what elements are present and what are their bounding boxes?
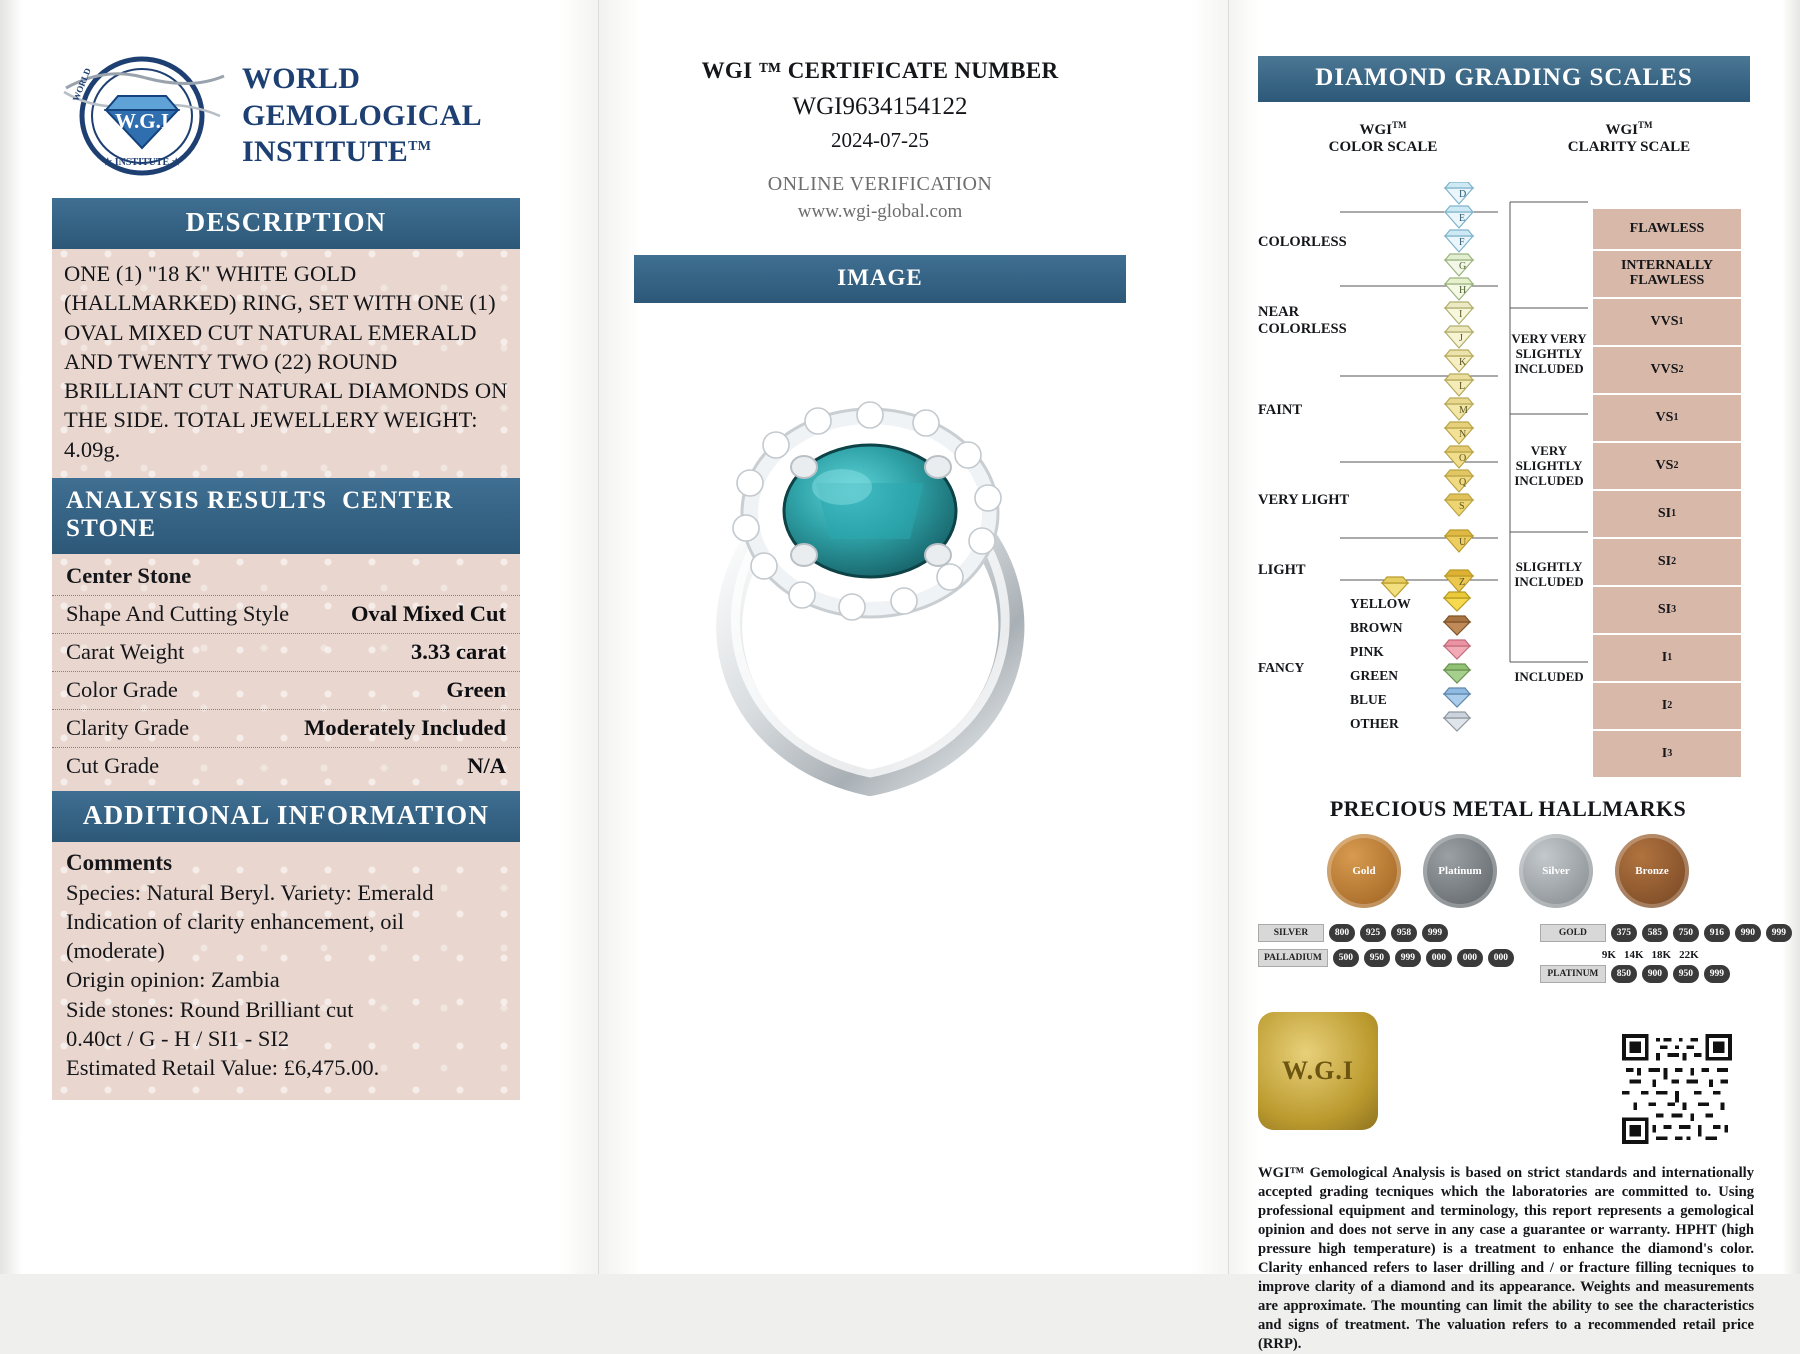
clarity-group-si: SLIGHTLY INCLUDED — [1514, 559, 1584, 589]
clarity-cell-si3: SI 3 — [1592, 586, 1742, 634]
svg-text:N: N — [1459, 429, 1467, 440]
online-verification-label: ONLINE VERIFICATION — [767, 173, 993, 195]
legal-fineprint: WGI™ Gemological Analysis is based on strict standards and internationally accepted grading tecniques which the laboratories are committed to. Using professional equipment and terminology, this report represents a gemological opinion and does not serve in any case a guarantee or warranty. HPHT (high pressure high temperature) is a treatment to enhance the diamond's color. Clarity enhanced refers to laser drilling and / or fracture filling tecniques to improve clarity of a diamond and its appearance. Weights and measurements are approximate. The mounting can limit the ability to see the characteristics and signs of treatment. The valuation refers to a recommended retail price (RRP). — [1258, 1165, 1754, 1352]
svg-text:H: H — [1459, 285, 1467, 296]
wgi-logo-icon — [56, 52, 228, 180]
hallmark-value: 750 — [1673, 924, 1699, 942]
hallmarks-title: PRECIOUS METAL HALLMARKS — [1329, 796, 1687, 821]
coin-platinum: Platinum — [1423, 834, 1497, 908]
hallmark-tables — [1258, 924, 1787, 990]
hallmark-row-gold — [1540, 924, 1792, 942]
row-value: Moderately Included — [304, 714, 506, 740]
row-value: 3.33 carat — [411, 638, 506, 664]
qr-code[interactable] — [1622, 1034, 1732, 1144]
fancy-other-label: OTHER — [1350, 716, 1399, 731]
brand-line-2: GEMOLOGICAL — [242, 98, 482, 132]
svg-text:★ INSTITUTE ★: ★ INSTITUTE ★ — [103, 157, 181, 168]
additional-info-header: ADDITIONAL INFORMATION — [52, 791, 520, 842]
fancy-blue-label: BLUE — [1350, 692, 1387, 707]
karat-value: 22K — [1679, 949, 1699, 961]
svg-text:F: F — [1459, 237, 1465, 248]
clarity-scale-title-2: CLARITY SCALE — [1567, 139, 1691, 155]
clarity-scale-header: WGI™ CLARITY SCALE — [1508, 120, 1750, 156]
hallmark-value: 950 — [1673, 965, 1699, 983]
right-column — [1258, 56, 1787, 1354]
analysis-rows — [52, 554, 520, 791]
brand-line-3: INSTITUTE — [242, 135, 409, 169]
middle-column — [620, 58, 1140, 833]
clarity-cell-flawless: FLAWLESS — [1592, 208, 1742, 250]
hallmark-row-platinum — [1540, 965, 1792, 983]
table-row — [52, 558, 520, 596]
description-header: DESCRIPTION — [52, 198, 520, 249]
clarity-cell-si2: SI 2 — [1592, 538, 1742, 586]
svg-text:WORLD: WORLD — [70, 66, 93, 103]
row-key: Shape And Cutting Style — [66, 600, 290, 626]
clarity-cell-vvs2: VVS 2 — [1592, 346, 1742, 394]
table-row — [52, 596, 520, 634]
karat-value: 14K — [1623, 949, 1644, 961]
clarity-cell-vvs1: VVS 1 — [1592, 298, 1742, 346]
row-value: Green — [446, 676, 506, 702]
svg-text:O: O — [1459, 453, 1467, 464]
clarity-cell-vs1: VS 1 — [1592, 394, 1742, 442]
analysis-header-bold: ANALYSIS RESULTS — [66, 486, 328, 514]
analysis-header-light: CENTER STONE — [66, 486, 454, 542]
page-fold-left — [598, 0, 599, 1274]
color-group-faint: FAINT — [1258, 402, 1303, 418]
clarity-cell-i3: I 3 — [1592, 730, 1742, 778]
svg-text:E: E — [1459, 213, 1466, 224]
hallmark-value: 999 — [1766, 924, 1792, 942]
fancy-green-label: GREEN — [1350, 668, 1399, 683]
brand-tm: TM — [408, 139, 432, 155]
row-key: Clarity Grade — [66, 714, 190, 740]
clarity-group-vvs: VERY VERY SLIGHTLY INCLUDED — [1511, 331, 1587, 376]
row-key: Carat Weight — [66, 638, 185, 664]
image-header: IMAGE — [634, 255, 1126, 303]
svg-text:G: G — [1459, 261, 1467, 272]
hallmark-label-platinum: PLATINUM — [1540, 965, 1606, 983]
clarity-cell-if: INTERNALLY FLAWLESS — [1592, 250, 1742, 298]
svg-text:Z: Z — [1459, 577, 1466, 588]
fancy-pink-label: PINK — [1350, 644, 1384, 659]
svg-text:I: I — [1459, 309, 1463, 320]
fancy-yellow-gem-icon — [1438, 590, 1476, 617]
hallmark-value: 585 — [1642, 924, 1668, 942]
hallmark-value: 925 — [1360, 924, 1386, 942]
seal-text: W.G.I — [1282, 1056, 1354, 1085]
certificate-number: WGI9634154122 — [792, 93, 968, 120]
hallmark-value: 900 — [1642, 965, 1668, 983]
color-letter-column — [1436, 182, 1482, 607]
clarity-scale-title-1: WGI — [1605, 122, 1638, 138]
hallmark-value: 000 — [1457, 949, 1483, 967]
table-row — [52, 748, 520, 785]
table-row — [52, 672, 520, 710]
clarity-cell-i1: I 1 — [1592, 634, 1742, 682]
page-fold-right — [1228, 0, 1229, 1274]
fancy-brown-gem-icon — [1438, 614, 1476, 641]
fancy-green-gem-icon — [1438, 662, 1476, 689]
row-key: Color Grade — [66, 676, 178, 702]
left-column — [42, 52, 542, 1100]
coin-bronze: Bronze — [1615, 834, 1689, 908]
svg-text:L: L — [1459, 381, 1466, 392]
brand-name — [242, 61, 482, 171]
color-group-colorless: COLORLESS — [1258, 234, 1347, 250]
svg-text:D: D — [1459, 189, 1467, 200]
scale-headers — [1258, 120, 1758, 156]
grading-scales-header: DIAMOND GRADING SCALES — [1258, 56, 1750, 102]
wgi-gold-seal — [1258, 1012, 1378, 1130]
hallmark-value: 800 — [1329, 924, 1355, 942]
comment-line: Origin opinion: Zambia — [66, 967, 280, 993]
hallmark-value: 950 — [1364, 949, 1390, 967]
comment-line: Indication of clarity enhancement, oil (moderate) — [66, 908, 404, 964]
color-group-near-colorless: NEAR COLORLESS — [1258, 304, 1347, 337]
hallmark-value: 850 — [1611, 965, 1637, 983]
svg-text:Q: Q — [1459, 477, 1467, 488]
fancy-blue-gem-icon — [1438, 686, 1476, 713]
color-group-fancy: FANCY — [1258, 660, 1305, 675]
svg-text:S: S — [1459, 501, 1465, 512]
comment-line: Estimated Retail Value: £6,475.00. — [66, 1055, 380, 1081]
coin-silver: Silver — [1519, 834, 1593, 908]
clarity-cell-vs2: VS 2 — [1592, 442, 1742, 490]
coin-gold: Gold — [1327, 834, 1401, 908]
clarity-cell-i2: I 2 — [1592, 682, 1742, 730]
color-scale-title-1: WGI — [1359, 122, 1392, 138]
metal-coins — [1258, 834, 1758, 908]
color-group-very-light: VERY LIGHT — [1258, 492, 1350, 508]
row-value: Oval Mixed Cut — [351, 600, 506, 626]
certificate-date: 2024-07-25 — [831, 128, 929, 152]
brand-line-1: WORLD — [242, 62, 361, 96]
hallmark-label-silver: SILVER — [1258, 924, 1324, 942]
hallmark-value: 990 — [1735, 924, 1761, 942]
analysis-header — [52, 478, 520, 554]
hallmark-value: 500 — [1333, 949, 1359, 967]
ring-photo — [620, 363, 1140, 833]
hallmark-value: 000 — [1426, 949, 1452, 967]
verification-url[interactable]: www.wgi-global.com — [797, 201, 963, 222]
hallmark-row-silver — [1258, 924, 1514, 942]
certificate-label: WGI ™ CERTIFICATE NUMBER — [701, 58, 1059, 83]
comments-title: Comments — [66, 849, 173, 875]
fancy-brown-label: BROWN — [1350, 620, 1403, 635]
fancy-pink-gem-icon — [1438, 638, 1476, 665]
svg-text:M: M — [1459, 405, 1468, 416]
table-row — [52, 710, 520, 748]
color-group-light: LIGHT — [1258, 562, 1306, 578]
svg-text:J: J — [1459, 333, 1463, 344]
hallmark-value: 375 — [1611, 924, 1637, 942]
karat-value: 9K — [1601, 949, 1616, 961]
fancy-yellow-label: YELLOW — [1350, 596, 1411, 611]
clarity-group-i: INCLUDED — [1514, 669, 1584, 684]
karat-value: 18K — [1651, 949, 1672, 961]
clarity-cell-si1: SI 1 — [1592, 490, 1742, 538]
svg-text:U: U — [1459, 537, 1467, 548]
svg-text:K: K — [1459, 357, 1467, 368]
svg-text:W.G.I: W.G.I — [114, 109, 170, 133]
clarity-group-vs: VERY SLIGHTLY INCLUDED — [1514, 443, 1584, 488]
row-key: Cut Grade — [66, 752, 160, 778]
brand-header — [56, 52, 542, 180]
karat-row — [1602, 949, 1792, 961]
comment-line: Side stones: Round Brilliant cut — [66, 996, 354, 1022]
color-scale-header: WGI™ COLOR SCALE — [1258, 120, 1508, 156]
hallmark-row-palladium — [1258, 949, 1514, 967]
hallmark-label-palladium: PALLADIUM — [1258, 949, 1328, 967]
color-scale-title-2: COLOR SCALE — [1328, 139, 1438, 155]
comment-line: 0.40ct / G - H / SI1 - SI2 — [66, 1025, 290, 1051]
table-row — [52, 634, 520, 672]
hallmark-value: 999 — [1395, 949, 1421, 967]
left-panel — [52, 198, 520, 1100]
description-body: ONE (1) "18 K" WHITE GOLD (HALLMARKED) RING, SET WITH ONE (1) OVAL MIXED CUT NATURAL EMERALD AND TWENTY TWO (22) ROUND BRILLIANT CUT NATURAL DIAMONDS ON THE SIDE. TOTAL JEWELLERY WEIGHT: 4.09g. — [64, 261, 508, 462]
hallmark-value: 916 — [1704, 924, 1730, 942]
grading-scale-body — [1258, 162, 1750, 761]
row-value: N/A — [467, 752, 506, 778]
hallmark-label-gold: GOLD — [1540, 924, 1606, 942]
comment-line: Species: Natural Beryl. Variety: Emerald — [66, 879, 434, 905]
comments-block — [52, 842, 520, 1101]
fancy-other-gem-icon — [1438, 710, 1476, 737]
hallmark-value: 000 — [1488, 949, 1514, 967]
hallmark-value: 999 — [1704, 965, 1730, 983]
hallmark-value: 999 — [1422, 924, 1448, 942]
row-key: Center Stone — [66, 562, 192, 588]
hallmark-value: 958 — [1391, 924, 1417, 942]
